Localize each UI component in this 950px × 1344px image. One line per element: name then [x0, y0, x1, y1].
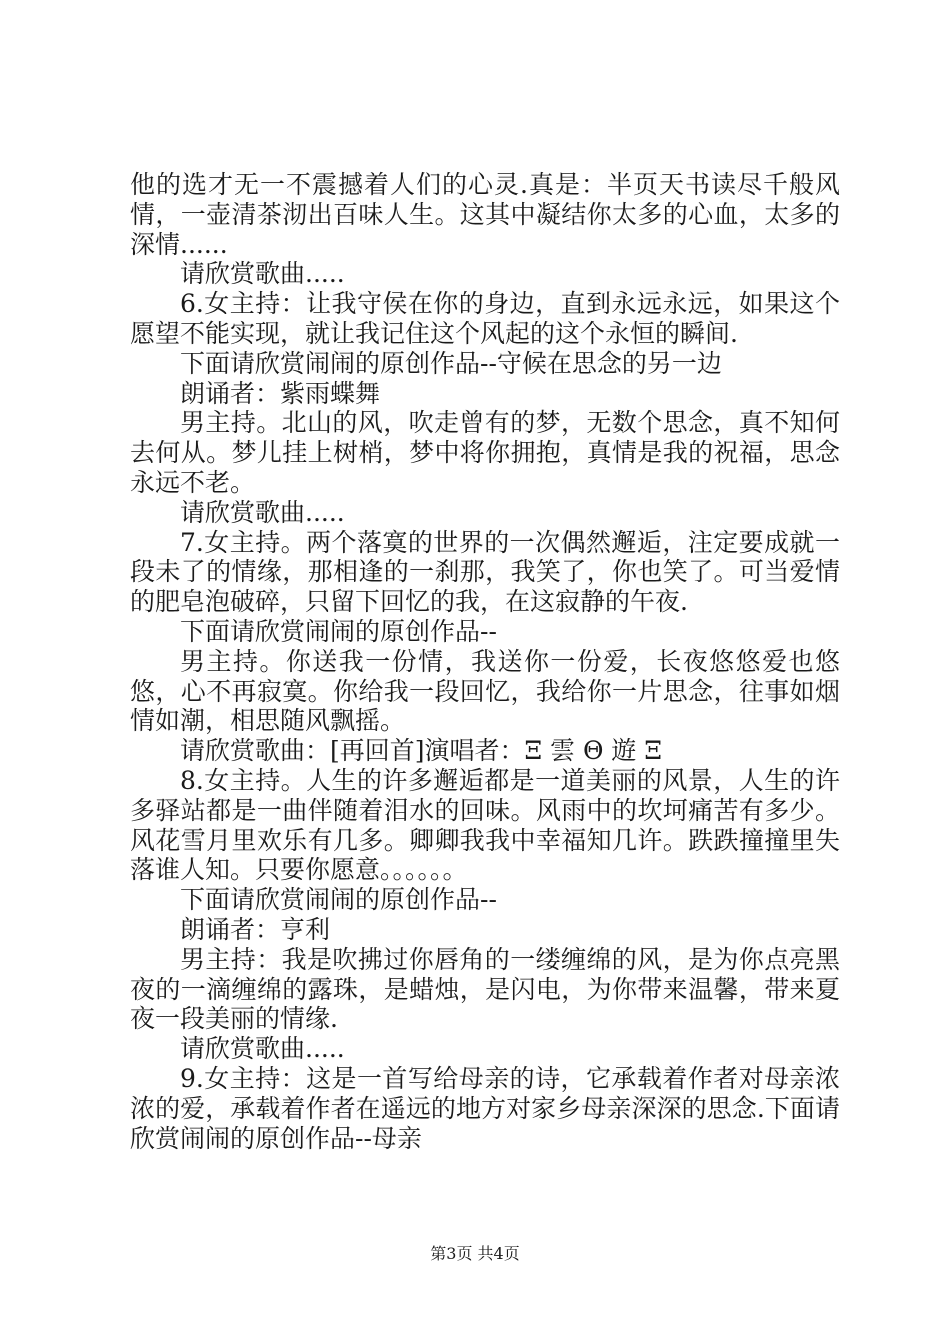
paragraph-1: 他的选才无一不震撼着人们的心灵.真是：半页天书读尽千般风情，一壶清茶沏出百味人生。这其中凝结你太多的心血，太多的深情...... — [130, 170, 840, 259]
paragraph-6: 男主持。北山的风，吹走曾有的梦，无数个思念，真不知何去何从。梦儿挂上树梢，梦中将你拥抱，真情是我的祝福，思念永远不老。 — [130, 408, 840, 497]
paragraph-13: 下面请欣赏闹闹的原创作品-- — [180, 885, 497, 915]
paragraph-17: 9.女主持：这是一首写给母亲的诗，它承载着作者对母亲浓浓的爱，承载着作者在遥远的地方对家乡母亲深深的思念.下面请欣赏闹闹的原创作品--母亲 — [130, 1063, 840, 1153]
paragraph-9: 下面请欣赏闹闹的原创作品-- — [180, 616, 497, 646]
paragraph-11: 请欣赏歌曲：[再回首]演唱者：Ξ 雲 Θ 遊 Ξ — [180, 736, 662, 766]
paragraph-4: 下面请欣赏闹闹的原创作品--守候在思念的另一边 — [180, 348, 722, 378]
paragraph-16: 请欣赏歌曲..... — [180, 1034, 345, 1064]
paragraph-12: 8.女主持。人生的许多邂逅都是一道美丽的风景，人生的许多驿站都是一曲伴随着泪水的回味。风雨中的坎坷痛苦有多少。风花雪月里欢乐有几多。卿卿我我中幸福知几许。跌跌撞撞里失落谁人知。只要你愿意。。。。。。 — [130, 765, 840, 885]
paragraph-5: 朗诵者：紫雨蝶舞 — [180, 378, 381, 408]
paragraph-14: 朗诵者：亨利 — [180, 914, 331, 944]
document-body — [130, 170, 840, 1153]
paragraph-7: 请欣赏歌曲..... — [180, 497, 345, 527]
paragraph-3: 6.女主持：让我守侯在你的身边，直到永远永远，如果这个愿望不能实现，就让我记住这个风起的这个永恒的瞬间. — [130, 289, 840, 348]
paragraph-2: 请欣赏歌曲..... — [180, 259, 345, 289]
paragraph-10: 男主持。你送我一份情，我送你一份爱，长夜悠悠爱也悠悠，心不再寂寞。你给我一段回忆，我给你一片思念，往事如烟情如潮，相思随风飘摇。 — [130, 646, 840, 736]
paragraph-15: 男主持：我是吹拂过你唇角的一缕缠绵的风，是为你点亮黑夜的一滴缠绵的露珠，是蜡烛，是闪电，为你带来温馨，带来夏夜一段美丽的情缘. — [130, 944, 840, 1034]
page-number-label: 第3页 共4页 — [430, 1244, 520, 1263]
paragraph-8: 7.女主持。两个落寞的世界的一次偶然邂逅，注定要成就一段未了的情缘，那相逢的一刹那，我笑了，你也笑了。可当爱情的肥皂泡破碎，只留下回忆的我，在这寂静的午夜. — [130, 527, 840, 617]
page-footer — [0, 1244, 950, 1264]
